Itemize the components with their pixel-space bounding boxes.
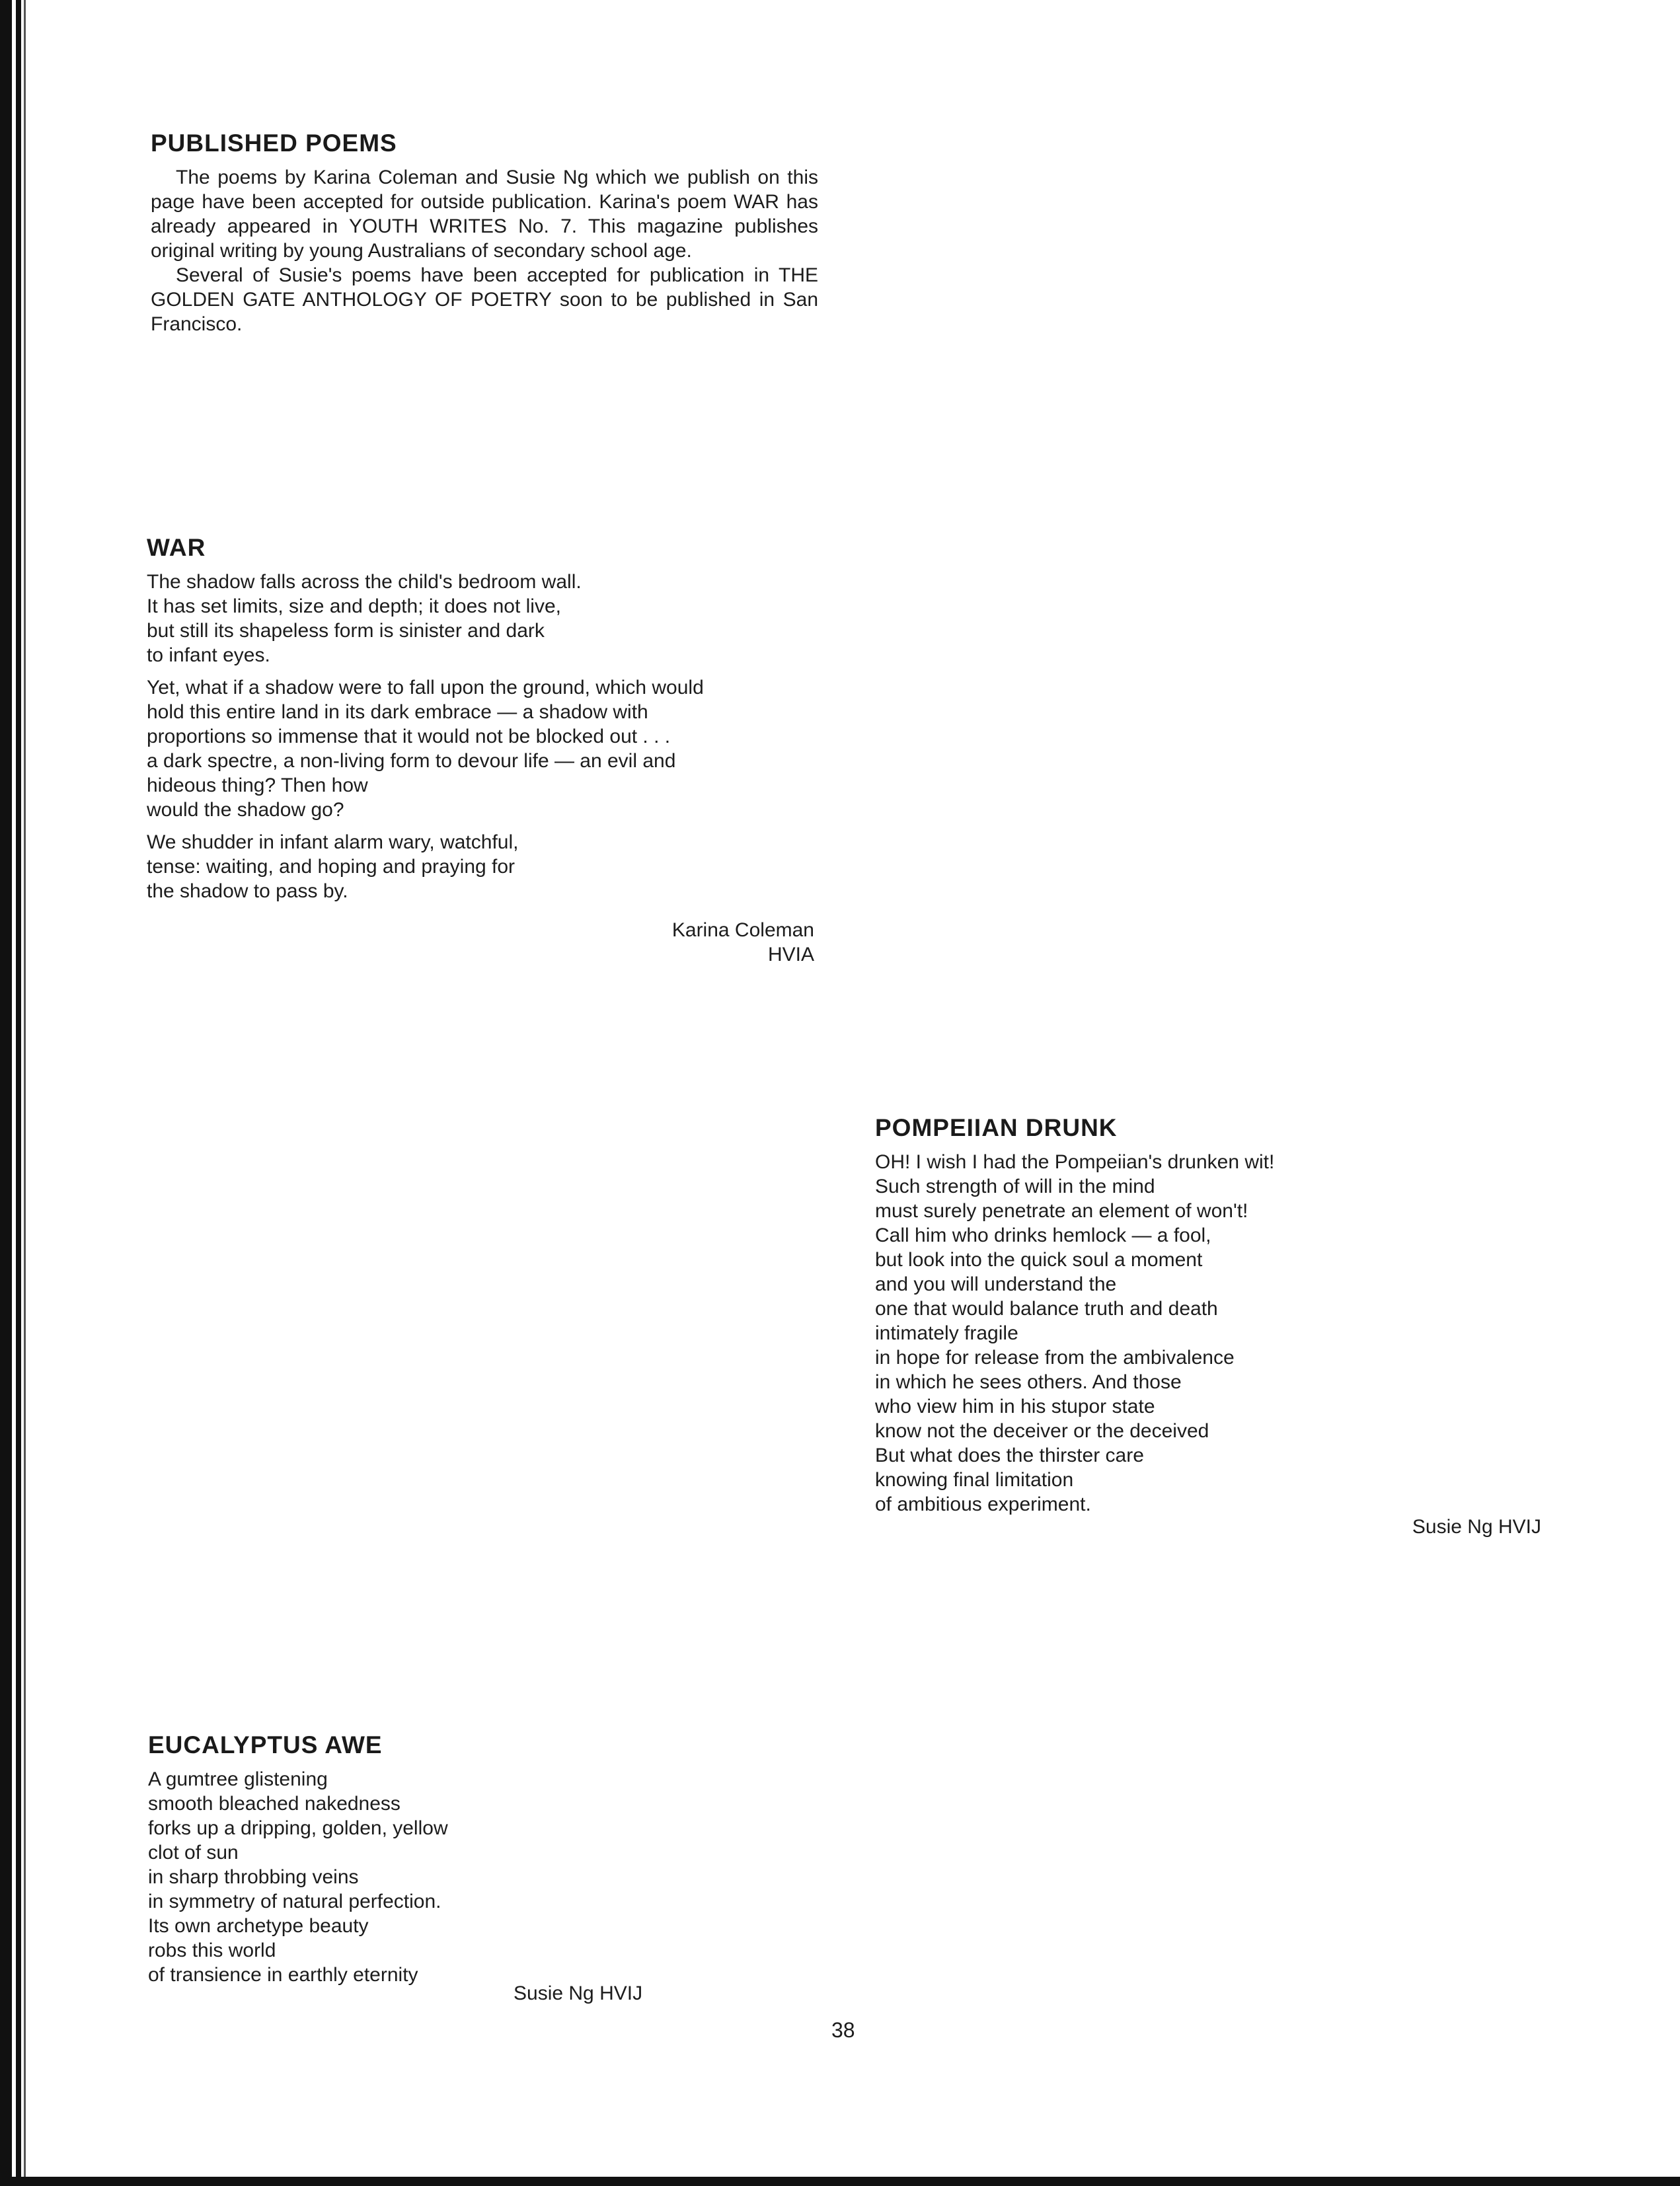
- poem-line: clot of sun: [148, 1842, 239, 1864]
- poem-line: OH! I wish I had the Pompeiian's drunken wit!: [875, 1151, 1275, 1173]
- poem-line: would the shadow go?: [147, 799, 344, 821]
- poem-line: who view him in his stupor state: [875, 1396, 1155, 1417]
- page-binding-edge: [16, 0, 21, 2186]
- intro-paragraph: Several of Susie's poems have been accepted for publication in THE GOLDEN GATE ANTHOLOGY OF POETRY soon to be published in San Francisco.: [151, 264, 818, 335]
- poem-line: The shadow falls across the child's bedroom wall.: [147, 571, 582, 593]
- poem-line: Call him who drinks hemlock — a fool,: [875, 1225, 1211, 1246]
- poem-line: But what does the thirster care: [875, 1445, 1144, 1466]
- poem-title: POMPEIIAN DRUNK: [875, 1114, 1118, 1141]
- poem-line: but still its shapeless form is sinister and dark: [147, 620, 545, 642]
- poem-line: A gumtree glistening: [148, 1768, 328, 1790]
- poem-stanza: [147, 830, 704, 903]
- poem-line: hideous thing? Then how: [147, 774, 368, 796]
- poem-stanza: [147, 570, 704, 667]
- poem-stanza: [147, 675, 704, 822]
- published-poems-section: [151, 130, 818, 336]
- poem-line: Its own archetype beauty: [148, 1915, 369, 1937]
- war-poem-section: [147, 534, 704, 911]
- poem-line: in hope for release from the ambivalence: [875, 1347, 1235, 1369]
- poem-line: intimately fragile: [875, 1322, 1018, 1344]
- poem-line: a dark spectre, a non-living form to devour life — an evil and: [147, 750, 676, 772]
- poem-line: in sharp throbbing veins: [148, 1866, 359, 1888]
- poem-author: [672, 918, 814, 967]
- poem-author: Susie Ng HVIJ: [514, 1982, 643, 2004]
- pompeiian-drunk-poem-section: [875, 1114, 1274, 1517]
- intro-paragraph: The poems by Karina Coleman and Susie Ng which we publish on this page have been accepted for outside publication. Karina's poem WAR has already appeared in YOUTH WRITES No. 7. This magazine publishes original writing by young Australians of secondary school age.: [151, 167, 818, 262]
- eucalyptus-awe-poem-section: [148, 1731, 448, 1987]
- page-binding-edge: [24, 0, 26, 2186]
- poem-line: Such strength of will in the mind: [875, 1176, 1155, 1197]
- poem-line: but look into the quick soul a moment: [875, 1249, 1203, 1271]
- poem-line: tense: waiting, and hoping and praying for: [147, 856, 515, 878]
- author-class: HVIA: [767, 944, 814, 965]
- poem-line: knowing final limitation: [875, 1469, 1074, 1491]
- poem-author: Susie Ng HVIJ: [1412, 1516, 1541, 1538]
- poem-line: and you will understand the: [875, 1273, 1117, 1295]
- page-binding-edge: [0, 0, 12, 2186]
- poem-line: forks up a dripping, golden, yellow: [148, 1817, 448, 1839]
- page-number: 38: [831, 2018, 855, 2042]
- poem-line: smooth bleached nakedness: [148, 1793, 401, 1815]
- poem-line: must surely penetrate an element of won't!: [875, 1200, 1248, 1222]
- poem-title: WAR: [147, 534, 206, 561]
- poem-line: of ambitious experiment.: [875, 1493, 1091, 1515]
- scan-bottom-edge: [0, 2177, 1680, 2186]
- poem-line: in symmetry of natural perfection.: [148, 1891, 441, 1912]
- section-heading: PUBLISHED POEMS: [151, 130, 397, 157]
- poem-line: the shadow to pass by.: [147, 880, 348, 902]
- poem-line: hold this entire land in its dark embrace — a shadow with: [147, 701, 648, 723]
- poem-line: in which he sees others. And those: [875, 1371, 1182, 1393]
- poem-line: one that would balance truth and death: [875, 1298, 1218, 1320]
- poem-line: robs this world: [148, 1940, 276, 1961]
- poem-line: proportions so immense that it would not be blocked out . . .: [147, 726, 671, 747]
- poem-line: We shudder in infant alarm wary, watchful,: [147, 831, 519, 853]
- poem-line: know not the deceiver or the deceived: [875, 1420, 1209, 1442]
- poem-line: to infant eyes.: [147, 644, 270, 666]
- author-name: Karina Coleman: [671, 919, 814, 941]
- poem-title: EUCALYPTUS AWE: [148, 1731, 383, 1758]
- poem-line: It has set limits, size and depth; it does not live,: [147, 595, 561, 617]
- poem-line: Yet, what if a shadow were to fall upon the ground, which would: [147, 677, 704, 698]
- poem-line: of transience in earthly eternity: [148, 1964, 418, 1986]
